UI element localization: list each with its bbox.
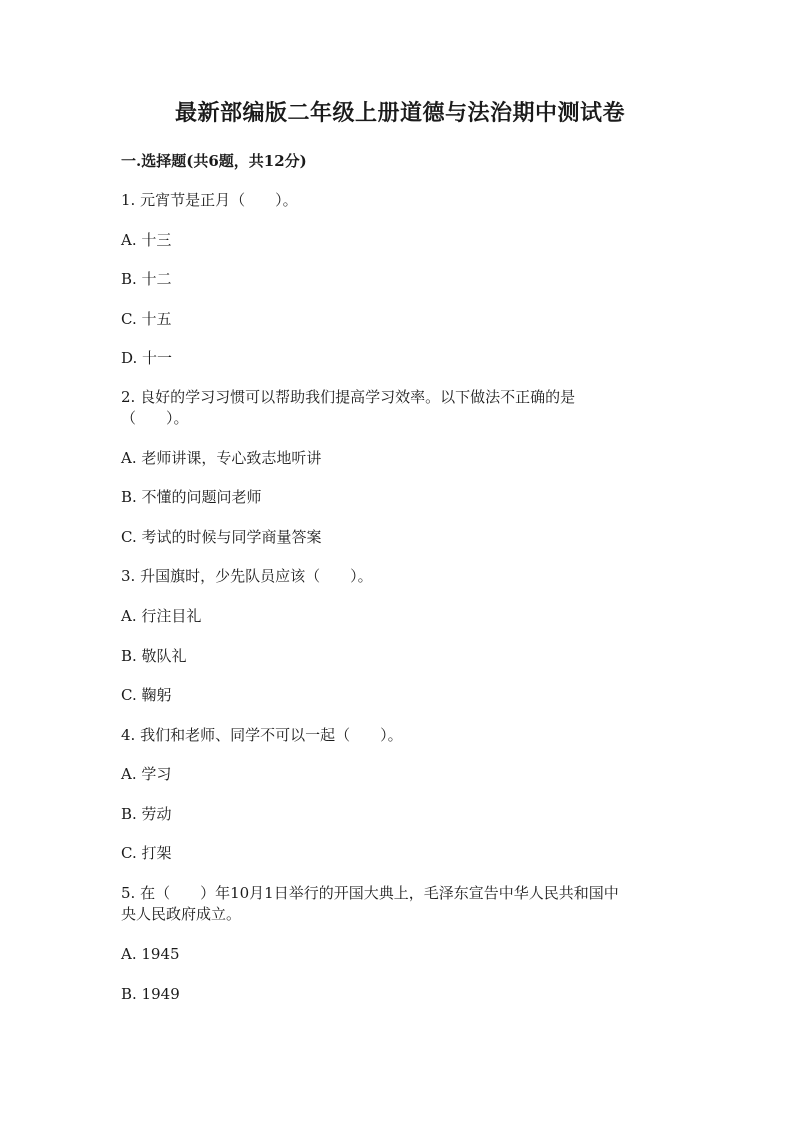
question-4-option-c: C. 打架 [121,844,172,862]
question-3-stem: 3. 升国旗时，少先队员应该（ ）。 [121,567,373,585]
question-1-stem: 1. 元宵节是正月（ ）。 [121,191,298,209]
question-4-option-a: A. 学习 [121,765,172,783]
question-1-option-a: A. 十三 [121,231,172,249]
question-5-option-a: A. 1945 [121,945,180,963]
section-heading: 一.选择题(共6题，共12分) [121,152,307,170]
question-3-option-b: B. 敬队礼 [121,647,187,665]
question-1-option-d: D. 十一 [121,349,173,367]
exam-title: 最新部编版二年级上册道德与法治期中测试卷 [174,100,625,126]
question-3-option-a: A. 行注目礼 [121,607,202,625]
question-2-stem-line-2: （ ）。 [121,409,189,427]
question-3-option-c: C. 鞠躬 [121,686,172,704]
question-5-option-b: B. 1949 [121,985,180,1003]
question-1-option-c: C. 十五 [121,310,172,328]
question-4-option-b: B. 劳动 [121,805,172,823]
question-2-stem-line-1: 2. 良好的学习习惯可以帮助我们提高学习效率。以下做法不正确的是 [121,388,576,406]
question-4-stem: 4. 我们和老师、同学不可以一起（ ）。 [121,726,403,744]
question-2-option-c: C. 考试的时候与同学商量答案 [121,528,322,546]
question-2-option-a: A. 老师讲课，专心致志地听讲 [121,449,322,467]
question-1-option-b: B. 十二 [121,270,172,288]
question-2-option-b: B. 不懂的问题问老师 [121,488,262,506]
question-5-stem-line-2: 央人民政府成立。 [121,905,242,923]
question-5-stem-line-1: 5. 在（ ）年10月1日举行的开国大典上，毛泽东宣告中华人民共和国中 [121,884,619,902]
